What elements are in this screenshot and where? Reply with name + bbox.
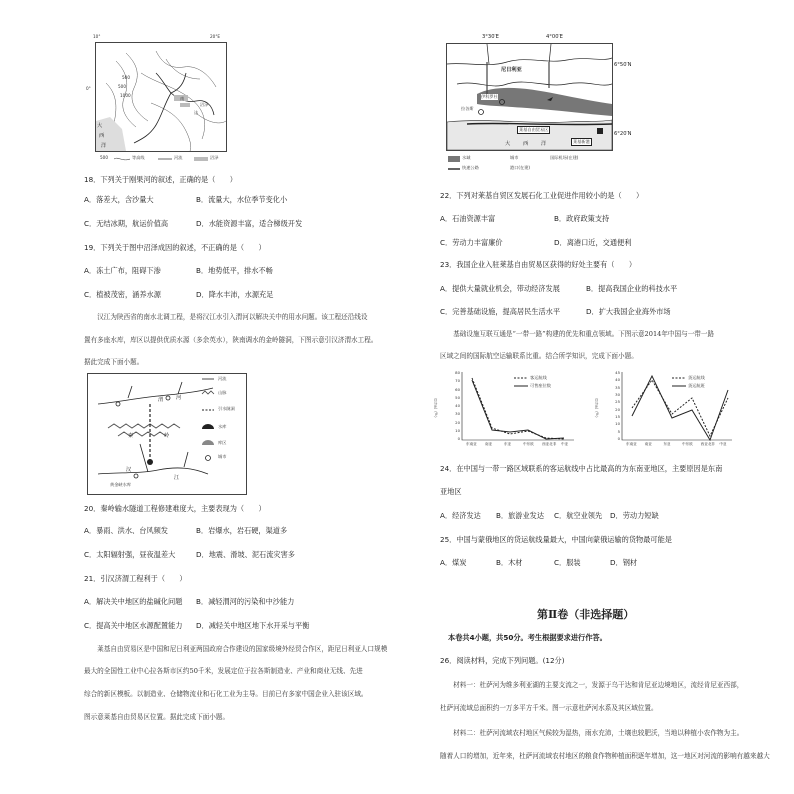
category-label: 中亚 <box>719 442 727 446</box>
y-tick-label: 40 <box>615 377 620 383</box>
map2-legend-port: 港口(在建) <box>510 165 531 170</box>
q24-stem-cont: 亚地区 <box>440 487 462 496</box>
y-tick-label: 0 <box>617 436 620 441</box>
left-legend-2: 可售座位数 <box>530 383 551 388</box>
q19-option-a[interactable]: A．冻土广布，阻碍下渗 <box>84 266 161 275</box>
map2-newport: 莱基新港 <box>573 139 590 144</box>
intro-hanjiang-2: 置有多座水库，库区以提供优质水源（多余英水），陕南调水的金岭隧洞，下图示意引汉济渭水工程。 <box>84 336 378 344</box>
port-icon <box>597 128 603 134</box>
q26-material2-a: 材料二：杜萨河流域农村地区气候较为湿热，雨水充沛，土壤也较肥沃，当地以种植小农作物为主。 <box>440 729 744 737</box>
q20-option-b[interactable]: B．岩爆水，岩石硬，渠道多 <box>196 526 288 535</box>
y-tick-label: 35 <box>615 384 620 390</box>
y-tick-label: 60 <box>455 386 460 392</box>
category-label: 东亚 <box>504 442 512 446</box>
map3-legend-city: 城市 <box>218 454 227 459</box>
map3-legend-reservoir: 水库 <box>218 424 227 429</box>
y-tick-label: 45 <box>615 370 620 375</box>
y-tick-label: 70 <box>455 378 460 384</box>
q22-option-a[interactable]: A．石油资源丰富 <box>440 214 496 223</box>
q19-option-c[interactable]: C．植被茂密，涵养水源 <box>84 290 161 299</box>
map1-ocean-1: 大 <box>97 123 103 129</box>
intro-hanjiang-1: 汉江为陕西省的南水北调工程，是将汉江水引入渭河以解决关中的用水问题。该工程还沿线设 <box>84 313 368 321</box>
q20-option-c[interactable]: C．太阳辐射强，昼夜温差大 <box>84 550 176 559</box>
map3-legend-mountain: 山脉 <box>218 390 227 395</box>
left-yticks <box>448 368 460 444</box>
y-tick-label: 30 <box>455 411 460 417</box>
hanjiang-map <box>87 373 247 495</box>
q20-option-a[interactable]: A．暴雨、洪水、台风频发 <box>84 526 168 535</box>
map3-label-han: 汉 <box>126 467 132 473</box>
q18-option-b[interactable]: B．流量大，水位季节变化小 <box>196 195 288 204</box>
map2-legend-water: 水域 <box>462 155 471 160</box>
category-label: 东亚 <box>663 442 671 446</box>
part2-note: 本卷共4小题，共50分。考生根据要求进行作答。 <box>448 633 607 642</box>
map3-legend-reservoir-area: 库区 <box>218 440 227 445</box>
q18-option-c[interactable]: C．无结冰期，航运价值高 <box>84 219 169 228</box>
q24-stem: 24．在中国与一带一路区域联系的客运航线中占比最高的为东南亚地区，主要原因是东南 <box>440 464 723 473</box>
map1-mark-1000: 1000 <box>120 93 131 98</box>
q25-option-a[interactable]: A．煤炭 <box>440 558 467 567</box>
left-categories <box>462 442 576 448</box>
category-label: 西亚北非 <box>700 442 716 446</box>
map3-label-ling: 岭 <box>164 433 170 439</box>
map2-lat1: 6°50′N <box>614 62 632 68</box>
category-label: 中东欧 <box>682 442 693 446</box>
right-legend-2: 货运航班 <box>688 383 705 388</box>
map1-lat: 0° <box>86 86 91 91</box>
right-series-cargo-routes <box>632 380 728 436</box>
q22-stem: 22．下列对莱基自贸区发展石化工业促进作用较小的是（ ） <box>440 191 644 200</box>
map2-ocean-3: 洋 <box>541 141 547 147</box>
q19-option-d[interactable]: D．降水丰沛，水源充足 <box>196 290 274 299</box>
q21-option-a[interactable]: A．解决关中地区的盐碱化问题 <box>84 597 183 606</box>
river-legend-icon <box>158 156 172 162</box>
map2-ocean-2: 西 <box>523 141 529 147</box>
map1-mark-nan: 南 <box>180 96 185 101</box>
intro-lekki-2: 最大的全国性工业中心拉各斯市区约50千米，发展定位于拉各斯制造业、产业和商业无线、先进 <box>84 667 363 675</box>
q26-stem: 26．阅读材料，完成下列问题。(12分) <box>440 656 565 665</box>
map2-city-ikorodu: 伊科罗杜 <box>481 94 498 99</box>
category-label: 中亚 <box>561 442 569 446</box>
q25-option-d[interactable]: D．钢材 <box>610 558 638 567</box>
q21-option-c[interactable]: C．提高关中地区水源配置能力 <box>84 621 183 630</box>
map1-mark-da: 达 <box>194 110 199 115</box>
y-tick-label: 20 <box>615 406 620 412</box>
map2-country: 尼日利亚 <box>501 67 522 73</box>
map2-legend <box>448 154 628 176</box>
contour-legend-icon <box>114 156 130 162</box>
map3-label-huangjinxia: 黄金峡水库 <box>110 482 131 487</box>
q21-option-d[interactable]: D．减轻关中地区地下水开采与平衡 <box>196 621 310 630</box>
category-label: 东南亚 <box>626 442 637 446</box>
q23-option-d[interactable]: D．扩大我国企业海外市场 <box>586 307 671 316</box>
right-categories <box>622 442 734 448</box>
q23-option-c[interactable]: C．完善基础设施，提高居民生活水平 <box>440 307 561 316</box>
q26-material2-b: 随着人口的增加，近年来，杜萨河流域农村地区的粮食作物种植面积逐年增加，这一地区对河流的影响有越来越大 <box>440 752 770 760</box>
y-tick-label: 10 <box>455 427 460 433</box>
q20-option-d[interactable]: D．地震、滑坡、泥石流灾害多 <box>196 550 295 559</box>
swamp-legend-icon <box>194 156 208 162</box>
map1-legend <box>100 155 240 165</box>
map3-label-wei: 渭 <box>158 397 164 403</box>
map1-mark-500a: 500 <box>122 75 130 80</box>
right-yticks <box>608 368 620 444</box>
q18-option-d[interactable]: D．水能资源丰富，适合梯级开发 <box>196 219 303 228</box>
map3-label-he: 河 <box>176 395 182 401</box>
map2-legend-airport: 国际机场(在建) <box>550 155 579 160</box>
q24-option-b[interactable]: B．旅游业发达 <box>496 511 545 520</box>
intro-belt-road-1: 基础设施互联互通是“一带一路”构建的优先和重点领域。下图示意2014年中国与一带一路 <box>440 330 715 338</box>
map1-mark-swamp: 沼泽 <box>200 102 209 107</box>
map3-label-qin: 秦 <box>128 433 134 439</box>
y-tick-label: 10 <box>615 421 620 427</box>
category-label: 南亚 <box>485 442 493 446</box>
q21-option-b[interactable]: B．减轻渭河的污染和中沙能力 <box>196 597 295 606</box>
category-label: 南亚 <box>644 442 652 446</box>
q23-stem: 23．我国企业入驻莱基自由贸易区获得的好处主要有（ ） <box>440 260 637 269</box>
q26-material1-a: 材料一：杜萨河为维多利亚湖的主要支流之一，发源于乌干达和肯尼亚边境地区，流经肯尼亚西部， <box>440 681 744 689</box>
map1-legend-500: 500 <box>100 155 108 160</box>
q19-option-b[interactable]: B．地势低平，排水不畅 <box>196 266 273 275</box>
y-tick-label: 40 <box>455 403 460 408</box>
airline-charts <box>434 368 760 448</box>
q25-stem: 25．中国与蒙俄地区的货运航线量最大，中国向蒙俄运输的货物最可能是 <box>440 535 672 544</box>
map2-ocean-1: 大 <box>505 141 511 147</box>
right-legend-1: 货运航线 <box>688 375 705 380</box>
map1-ocean-2: 西 <box>99 133 105 139</box>
left-legend-1: 客运航线 <box>530 375 547 380</box>
congo-map <box>95 42 227 152</box>
y-tick-label: 80 <box>455 370 460 375</box>
q23-option-a[interactable]: A．提供大量就业机会，带动经济发展 <box>440 284 560 293</box>
q25-option-c[interactable]: C．服装 <box>554 558 581 567</box>
left-ylabel: 百分比（%） <box>434 398 438 420</box>
q24-option-d[interactable]: D．劳动力短缺 <box>610 511 659 520</box>
expressway-legend-icon <box>448 167 460 171</box>
q22-option-b[interactable]: B．政府政策支持 <box>554 214 610 223</box>
y-tick-label: 5 <box>617 428 620 434</box>
q20-stem: 20．秦岭输水隧道工程修建难度大，主要表现为（ ） <box>84 504 266 513</box>
map3-label-jiang: 江 <box>174 475 180 481</box>
map1-lon-left: 10° <box>93 34 101 39</box>
water-legend-icon <box>448 156 460 162</box>
lagoon-water <box>477 88 612 116</box>
q25-option-b[interactable]: B．木材 <box>496 558 523 567</box>
map3-legend-tunnel: 引水隧洞 <box>218 406 235 411</box>
lekki-map-svg <box>447 44 612 150</box>
map2-legend-city: 城市 <box>510 155 519 160</box>
intro-lekki-3: 综合的新区模板。以制造业、仓储物流业和石化工业为主导。目前已有多家中国企业入驻该区域。 <box>84 690 368 698</box>
map1-legend-contour: 等高线 <box>132 155 145 160</box>
part2-title: 第Ⅱ卷（非选择题） <box>537 608 635 621</box>
map2-legend-road: 快速公路 <box>462 165 479 170</box>
intro-belt-road-2: 区域之间的国际航空运输联系比重。结合所学知识，完成下面小题。 <box>440 352 638 360</box>
map1-ocean-3: 洋 <box>101 143 107 149</box>
q24-option-a[interactable]: A．经济发达 <box>440 511 481 520</box>
map2-lon1: 3°30′E <box>482 34 499 40</box>
q22-option-c[interactable]: C．劳动力丰富廉价 <box>440 238 503 247</box>
intro-hanjiang-3: 据此完成下面小题。 <box>84 358 144 366</box>
q23-option-b[interactable]: B．提高我国企业的科技水平 <box>586 284 678 293</box>
category-label: 东南亚 <box>466 442 477 446</box>
category-label: 中东欧 <box>523 442 534 446</box>
map1-mark-500b: 500 <box>118 84 126 89</box>
y-tick-label: 15 <box>615 414 620 419</box>
y-tick-label: 50 <box>455 394 460 400</box>
intro-lekki-4: 图示意莱基自由贸易区位置。据此完成下面小题。 <box>84 713 230 721</box>
y-tick-label: 30 <box>615 392 620 397</box>
airline-charts-svg <box>440 368 760 448</box>
lekki-map <box>446 43 613 151</box>
y-tick-label: 0 <box>457 436 460 441</box>
q19-stem: 19．下列关于图中沼泽成因的叙述，不正确的是（ ） <box>84 243 266 252</box>
q18-stem: 18．下列关于刚果河的叙述，正确的是（ ） <box>84 175 237 184</box>
q24-option-c[interactable]: C．航空业领先 <box>554 511 603 520</box>
category-label: 西亚北非 <box>542 442 557 446</box>
intro-lekki-1: 莱基自由贸易区是中国和尼日利亚两国政府合作建设的国家级境外经贸合作区，距尼日利亚人口规模 <box>84 645 388 653</box>
congo-map-svg <box>96 43 226 151</box>
map1-legend-swamp: 沼泽 <box>210 155 219 160</box>
map2-city-lagos: 拉各斯 <box>461 106 474 111</box>
q22-option-d[interactable]: D．离港口近，交通便利 <box>554 238 632 247</box>
map2-lon2: 4°00′E <box>546 34 563 40</box>
y-tick-label: 25 <box>615 399 620 405</box>
map3-legend-river: 河流 <box>218 376 227 381</box>
reservoir-marker <box>147 459 153 465</box>
q18-option-a[interactable]: A．落差大，含沙量大 <box>84 195 154 204</box>
map2-lat2: 6°20′N <box>614 131 632 137</box>
right-ylabel: 百分比（%） <box>595 398 599 420</box>
map1-legend-river: 河流 <box>174 155 183 160</box>
q26-material1-b: 杜萨河流域总面积约一万多平方千米。图一示意杜萨河水系及其区域位置。 <box>440 704 658 712</box>
y-tick-label: 20 <box>455 419 460 425</box>
q21-stem: 21．引汉济渭工程利于（ ） <box>84 574 187 583</box>
map2-zone: 莱基自由贸易区 <box>519 127 549 132</box>
map1-lon-right: 20°E <box>210 34 221 39</box>
